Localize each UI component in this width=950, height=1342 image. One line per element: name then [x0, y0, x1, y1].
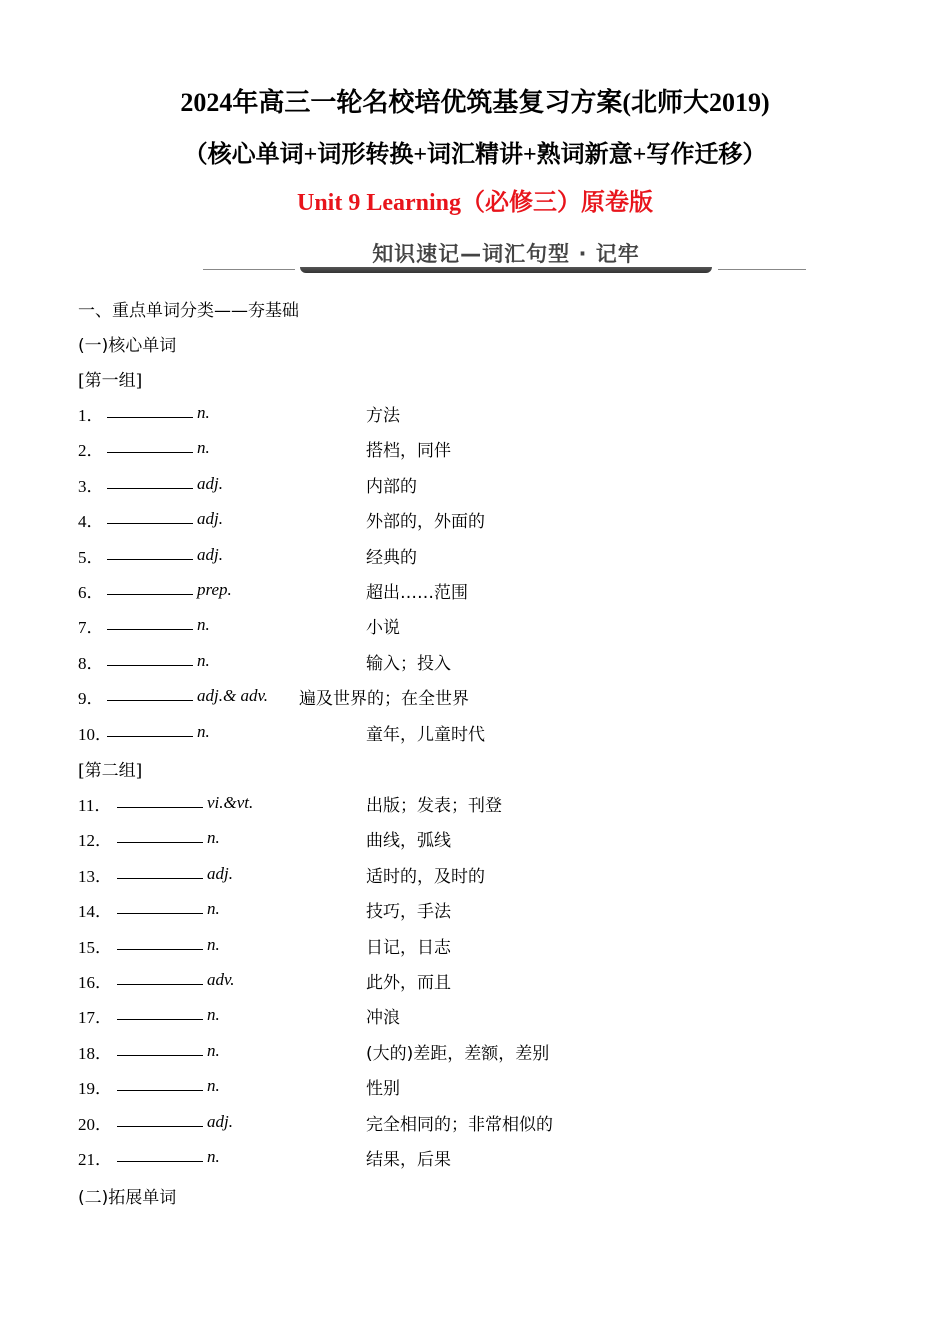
vocab-item: [78, 543, 878, 569]
vocab-item: [78, 933, 878, 959]
meaning: 超出……范围: [366, 583, 468, 603]
document-subtitle: （核心单词+词形转换+词汇精讲+熟词新意+写作迁移）: [183, 142, 767, 168]
part-of-speech: prep.: [197, 580, 232, 599]
part-of-speech: n.: [197, 650, 210, 670]
meaning: 曲线，弧线: [366, 831, 451, 852]
part-of-speech: n.: [207, 1040, 220, 1060]
meaning: 出版；发表；刊登: [366, 796, 502, 816]
item-number: 20．: [78, 1114, 112, 1134]
answer-blank[interactable]: [107, 436, 210, 458]
answer-blank[interactable]: [107, 613, 210, 635]
vocab-item: [78, 1003, 878, 1029]
answer-blank[interactable]: [117, 791, 253, 813]
blank-underline: [107, 543, 193, 560]
vocab-item: [78, 578, 878, 604]
item-number: 3．: [78, 476, 104, 496]
part-of-speech: n.: [207, 1076, 220, 1096]
blank-underline: [107, 507, 193, 524]
part-of-speech: n.: [207, 899, 220, 919]
vocab-item: [78, 1039, 878, 1065]
vocab-item: [78, 897, 878, 923]
answer-blank[interactable]: [117, 826, 220, 848]
vocab-item: [78, 613, 878, 639]
answer-blank[interactable]: [107, 507, 223, 529]
meaning: 方法: [366, 406, 400, 426]
section-banner: [200, 234, 810, 278]
part-of-speech: adj.: [207, 863, 233, 883]
meaning: 经典的: [366, 547, 417, 568]
item-number: 19．: [78, 1079, 112, 1099]
blank-underline: [117, 1145, 203, 1162]
answer-blank[interactable]: [107, 578, 232, 600]
part-of-speech: n.: [197, 615, 210, 635]
meaning: 童年，儿童时代: [366, 724, 485, 745]
answer-blank[interactable]: [117, 862, 233, 884]
answer-blank[interactable]: [117, 897, 220, 919]
answer-blank[interactable]: [117, 1039, 220, 1061]
item-number: 17．: [78, 1008, 112, 1028]
item-number: 9．: [78, 689, 104, 709]
blank-underline: [107, 720, 193, 737]
expanded-words-heading: (二)拓展单词: [78, 1188, 177, 1208]
blank-underline: [107, 649, 193, 666]
meaning: 适时的，及时的: [366, 866, 485, 887]
vocab-item: [78, 862, 878, 888]
item-number: 12．: [78, 831, 112, 851]
part-of-speech: adj.: [197, 509, 223, 529]
part-of-speech: adj.: [197, 544, 223, 564]
item-number: 1．: [78, 406, 104, 425]
item-number: 11．: [78, 796, 112, 815]
answer-blank[interactable]: [107, 543, 223, 565]
vocab-item: [78, 720, 878, 746]
vocab-item: [78, 968, 878, 994]
answer-blank[interactable]: [117, 1003, 220, 1025]
answer-blank[interactable]: [107, 684, 268, 706]
banner-left-rule: [203, 269, 295, 270]
item-number: 15．: [78, 937, 112, 957]
meaning: 冲浪: [366, 1008, 400, 1029]
blank-underline: [107, 472, 193, 489]
blank-underline: [107, 578, 193, 595]
core-words-heading: (一)核心单词: [78, 336, 177, 356]
item-number: 14．: [78, 902, 112, 922]
meaning: 内部的: [366, 476, 417, 497]
answer-blank[interactable]: [117, 968, 235, 990]
blank-underline: [117, 933, 203, 950]
meaning: 结果，后果: [366, 1150, 451, 1170]
item-number: 2．: [78, 441, 104, 461]
answer-blank[interactable]: [117, 1145, 220, 1167]
item-number: 7．: [78, 618, 104, 638]
meaning: 小说: [366, 618, 400, 639]
vocab-item: [78, 436, 878, 462]
answer-blank[interactable]: [117, 1074, 220, 1096]
part-of-speech: adj.: [207, 1111, 233, 1131]
answer-blank[interactable]: [107, 401, 210, 423]
part-of-speech: n.: [207, 1005, 220, 1025]
part-of-speech: adj.& adv.: [197, 686, 268, 706]
vocab-item: [78, 507, 878, 533]
document-title: 2024年高三一轮名校培优筑基复习方案(北师大2019): [180, 88, 770, 117]
meaning: 完全相同的；非常相似的: [366, 1114, 553, 1135]
part-of-speech: adj.: [197, 473, 223, 493]
part-of-speech: n.: [197, 403, 210, 422]
answer-blank[interactable]: [107, 720, 210, 742]
part-of-speech: n.: [207, 1147, 220, 1166]
vocab-item: [78, 472, 878, 498]
meaning: 输入；投入: [366, 653, 451, 674]
answer-blank[interactable]: [107, 472, 223, 494]
blank-underline: [117, 826, 203, 843]
blank-underline: [117, 862, 203, 879]
vocab-item: [78, 401, 878, 427]
blank-underline: [117, 1039, 203, 1056]
part-of-speech: adv.: [207, 970, 235, 989]
part-of-speech: n.: [197, 721, 210, 741]
part-of-speech: n.: [197, 438, 210, 458]
answer-blank[interactable]: [117, 1110, 233, 1132]
item-number: 13．: [78, 866, 112, 886]
answer-blank[interactable]: [107, 649, 210, 671]
blank-underline: [117, 897, 203, 914]
vocab-item: [78, 826, 878, 852]
answer-blank[interactable]: [117, 933, 220, 955]
meaning: 技巧，手法: [366, 902, 451, 923]
meaning: 搭档，同伴: [366, 441, 451, 462]
blank-underline: [107, 613, 193, 630]
part-of-speech: vi.&vt.: [207, 793, 254, 812]
meaning: 日记，日志: [366, 937, 451, 958]
group1-label: [第一组]: [78, 371, 143, 391]
blank-underline: [117, 1003, 203, 1020]
banner-text: 知识速记—词汇句型 · 记牢: [372, 242, 640, 266]
item-number: 10．: [78, 724, 112, 744]
group2-label: [第二组]: [78, 761, 143, 781]
banner-right-rule: [718, 269, 806, 270]
item-number: 4．: [78, 512, 104, 532]
section-heading: 一、重点单词分类——夯基础: [78, 301, 299, 321]
blank-underline: [117, 791, 203, 808]
blank-underline: [107, 401, 193, 418]
meaning: 此外，而且: [366, 973, 451, 993]
blank-underline: [117, 1074, 203, 1091]
meaning: 外部的，外面的: [366, 512, 485, 533]
blank-underline: [117, 1110, 203, 1127]
meaning: 性别: [366, 1079, 400, 1100]
vocab-item: [78, 649, 878, 675]
item-number: 16．: [78, 973, 112, 992]
item-number: 6．: [78, 583, 104, 602]
meaning: (大的)差距，差额，差别: [366, 1043, 550, 1064]
unit-title: Unit 9 Learning（必修三）原卷版: [296, 190, 653, 216]
item-number: 21．: [78, 1150, 112, 1169]
vocab-item: [78, 1145, 878, 1171]
blank-underline: [107, 684, 193, 701]
vocab-item: [78, 1074, 878, 1100]
vocab-item: [78, 791, 878, 817]
part-of-speech: n.: [207, 934, 220, 954]
vocab-item: [78, 684, 878, 710]
meaning: 遍及世界的；在全世界: [299, 689, 469, 710]
item-number: 8．: [78, 653, 104, 673]
blank-underline: [107, 436, 193, 453]
vocab-item: [78, 1110, 878, 1136]
blank-underline: [117, 968, 203, 985]
item-number: 5．: [78, 547, 104, 567]
part-of-speech: n.: [207, 828, 220, 848]
item-number: 18．: [78, 1043, 112, 1063]
